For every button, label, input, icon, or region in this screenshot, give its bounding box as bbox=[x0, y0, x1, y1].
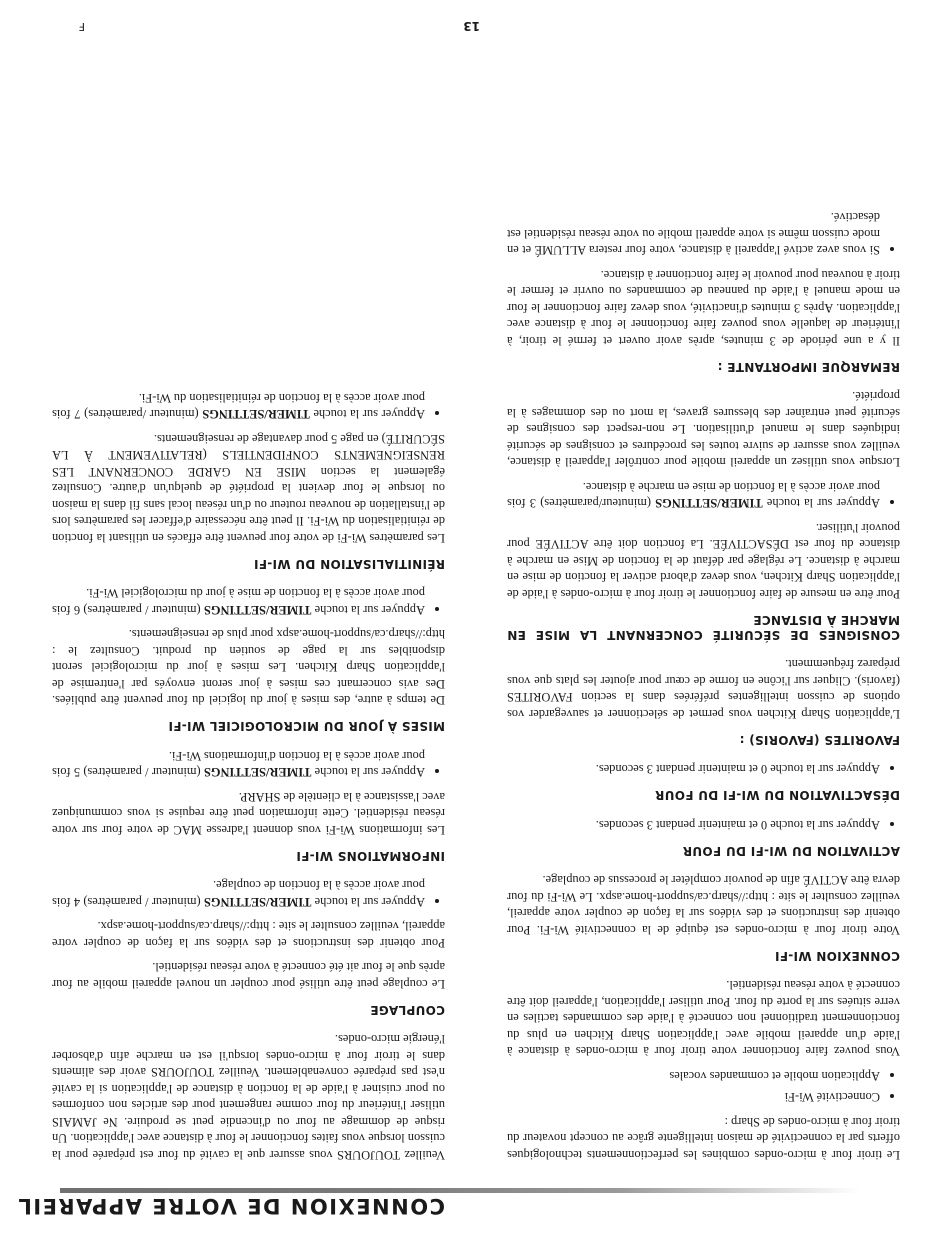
list-item bbox=[52, 390, 425, 423]
wifi-reset-paragraph: Les paramètres Wi-Fi de votre four peuvent être effacés en utilisant la fonction de réinitialisation du Wi-Fi. Il peut être nécessaire d'effacer les paramètres lors de l'installation de nouveau routeur ou d'un réseau local sans fil dans la maison ou lorsque le four devient la propriété de quelqu'un d'autre. Consultez également la section MISE EN GARDE CONCERNANT LES RENSEIGNEMENTS CONFIDENTIELS (RELATIVEMENT À LA SÉCURITÉ) en page 5 pour davantage de renseignements. bbox=[52, 432, 445, 545]
bullet-text: (minuteur / paramètres) 5 fois pour avoir accès à la fonction d'informations Wi-Fi. bbox=[52, 749, 425, 780]
bullet-text: (minuteur /paramètres) 7 fois pour avoir accès à la fonction de réinitialisation du Wi-Fi. bbox=[51, 391, 425, 422]
list-item bbox=[52, 877, 425, 910]
pairing-list bbox=[52, 877, 445, 910]
page-number: 13 bbox=[463, 19, 480, 33]
bullet-text: (minuteur / paramètres) 4 fois pour avoir accès à la fonction de couplage. bbox=[52, 878, 425, 909]
bullet-text: Appuyer sur la touche bbox=[311, 603, 425, 617]
section-heading-wifi-connection: CONNEXION WI-FI bbox=[774, 949, 900, 963]
intro-paragraph: Le tiroir four à micro-ondes combines les perfectionnements technologiques offerts par la connectivité de maison intelligente grâce au concept novateur du tiroir four à micro-ondes de Sharp : bbox=[507, 1115, 900, 1162]
list-item bbox=[52, 585, 425, 618]
activation-list bbox=[507, 817, 900, 834]
cavity-warning-paragraph: Veuillez TOUJOURS vous assurer que la cavité du four est préparée pour la cuisson lorsque vous faites fonctionner le four à distance avec l'application. Un risque de dommage au four ou d'incendie peut se produire. Ne JAMAIS utiliser l'intérieur du four comme rangement pour des articles non conformes ou pour cuisiner à l'aide de la fonction à distance de l'application si la cavité n'est pas préparée convenablement. Veuillez TOUJOURS avoir des aliments dans le tiroir four à micro-ondes lorsqu'il est en marche afin d'absorber l'énergie micro-ondes. bbox=[52, 1032, 445, 1162]
remark-paragraph: Il y a une période de 3 minutes, après avoir ouvert et fermé le tiroir, à l'intérieur de laquelle vous pouvez faire fonctionner le four à distance avec l'application. Après 3 minutes d'inactivité, vous devez faire fonctionner le four en mode manuel à l'aide du panneau de commandes ou ouvrir et fermer le tiroir à nouveau pour pouvoir le faire fonctionner à distance. bbox=[507, 268, 900, 348]
section-heading-wifi-activation: ACTIVATION DU WI-FI DU FOUR bbox=[682, 844, 900, 858]
list-item: • Si vous avez activé l'appareil à distance, votre four restera ALLUMÉ et en mode cuisson même si votre appareil mobile ou votre réseau résidentiel est désactivé. bbox=[507, 209, 880, 259]
wifi-info-paragraph: Les informations Wi-Fi vous donnent l'adresse MAC de votre four sur votre réseau résidentiel. Cette information peut être requise si vous communiquez avec l'assistance à la clientèle de SHARP. bbox=[52, 790, 445, 837]
deactivation-list bbox=[507, 761, 900, 778]
pairing-instructions-paragraph: Pour obtenir des instructions et des vidéos sur la façon de coupler votre appareil, veuillez consulter le site : http://sharp.ca/support-home.aspx. bbox=[52, 919, 445, 950]
section-heading-wifi-info: INFORMATIONS WI-FI bbox=[296, 849, 445, 863]
wifi-info-list bbox=[52, 748, 445, 781]
remote-safety-list bbox=[507, 479, 900, 512]
list-item: • Appuyer sur la touche 0 et maintenir pendant 3 secondes. bbox=[507, 761, 880, 778]
language-tab: F bbox=[78, 20, 85, 33]
right-column bbox=[52, 382, 445, 1164]
remote-operation-paragraph: Vous pouvez faire fonctionner votre tiroir four à micro-ondes à distance à l'aide d'un appareil mobile avec l'application Sharp Kitchen en plus du fonctionnement traditionnel non connecté à l'aide des commandes tactiles en verre situées sur la porte du four. Pour utiliser l'application, l'appareil doit être connecté à votre réseau résidentiel. bbox=[507, 978, 900, 1059]
feature-list bbox=[507, 1068, 900, 1106]
bullet-text: Appuyer sur la touche bbox=[762, 496, 880, 511]
list-item: • Appuyer sur la touche 0 et maintenir pendant 3 secondes. bbox=[507, 817, 880, 834]
list-item bbox=[507, 479, 880, 512]
bullet-text: (minuteur/paramètres) 3 fois pour avoir accès à la fonction de mise en marche à distance. bbox=[506, 480, 880, 511]
section-heading-wifi-deactivation: DÉSACTIVATION DU WI-FI DU FOUR bbox=[654, 788, 900, 803]
key-name: TIMER/SETTINGS bbox=[202, 407, 310, 422]
remark-list bbox=[507, 209, 900, 259]
favorites-paragraph: L'application Sharp Kitchen vous permet de sélectionner et sauvegarder vos options de cuisson intelligentes préférées dans la section FAVORITES (favoris). Cliquer sur l'icône en forme de cœur pour ajouter les plats que vous préparez fréquemment. bbox=[507, 657, 900, 721]
list-item: • Application mobile et commandes vocales bbox=[507, 1068, 880, 1085]
bullet-text: Appuyer sur la touche bbox=[311, 765, 425, 780]
pairing-paragraph: Le couplage peut être utilisé pour coupler un nouvel appareil mobile au four après que le four ait été connecté à votre réseau résidentiel. bbox=[52, 960, 445, 991]
left-column bbox=[507, 201, 900, 1163]
mobile-safety-paragraph: Lorsque vous utilisez un appareil mobile pour contrôler l'appareil à distance, veuillez vous assurer de suivre toutes les procédures et consignes de sécurité indiquées dans le manuel d'utilisation. Le non-respect des consignes de sécurité peut entraîner des blessures graves, la mort ou des dommages à la propriété. bbox=[507, 389, 900, 470]
key-name: TIMER/SETTINGS bbox=[655, 496, 763, 511]
section-heading-remote-safety: CONSIGNES DE SÉCURITÉ CONCERNANT LA MISE EN MARCHE À DISTANCE bbox=[507, 613, 900, 642]
key-name: TIMER/SETTINGS bbox=[203, 895, 312, 909]
wifi-reset-list bbox=[52, 390, 445, 423]
firmware-list bbox=[52, 585, 445, 618]
page-title: CONNEXION DE VOTRE APPAREIL bbox=[16, 1194, 445, 1218]
title-underline-bar bbox=[60, 1188, 860, 1193]
firmware-paragraph: De temps à autre, des mises à jour du logiciel du four peuvent être publiées. Des avis concernant ces mises à jour seront envoyés par l'entremise de l'application Sharp Kitchen. Les mises à jour du micrologiciel seront disponibles sur la page de soutien du produit. Consultez le : http://sharp.ca/support-home.aspx pour plus de renseignements. bbox=[52, 627, 445, 708]
section-heading-pairing: COUPLAGE bbox=[370, 1003, 445, 1017]
section-heading-wifi-reset: RÉINITIALISATION DU WI-FI bbox=[253, 557, 445, 571]
list-item: • Connectivité Wi-Fi bbox=[507, 1089, 880, 1106]
bullet-text: Appuyer sur la touche bbox=[309, 407, 425, 422]
key-name: TIMER/SETTINGS bbox=[203, 603, 312, 617]
bullet-text: (minuteur / paramètres) 6 fois pour avoir accès à la fonction de mise à jour du micrologiciel Wi-Fi. bbox=[52, 586, 425, 617]
bullet-text: Appuyer sur la touche bbox=[311, 895, 425, 909]
list-item bbox=[52, 748, 425, 781]
key-name: TIMER/SETTINGS bbox=[203, 765, 312, 780]
wifi-connection-paragraph: Votre tiroir four à micro-ondes est équipé de la connectivité Wi-Fi. Pour obtenir des instructions et des vidéos sur la façon de coupler votre appareil, veuillez consulter le site : http://sharp.ca/support-home.aspx. Le Wi-Fi du four devra être ACTIVÉ afin de pouvoir compléter le processus de couplage. bbox=[507, 873, 900, 937]
section-heading-favorites: FAVORITES (FAVORIS) : bbox=[739, 733, 900, 747]
section-heading-firmware-updates: MISES À JOUR DU MICROLOGICIEL WI-FI bbox=[168, 719, 445, 734]
remote-safety-paragraph: Pour être en mesure de faire fonctionner le tiroir four à micro-ondes à l'aide de l'application Sharp Kitchen, vous devez d'abord activer la fonction de mise en marche à distance. Le réglage par défaut de la fonction de Mise en marche à distance du four est DÉSACTIVÉE. La fonction doit être ACTIVÉE pour pouvoir l'utiliser. bbox=[507, 521, 900, 601]
section-heading-important-remark: REMARQUE IMPORTANTE : bbox=[717, 360, 900, 374]
